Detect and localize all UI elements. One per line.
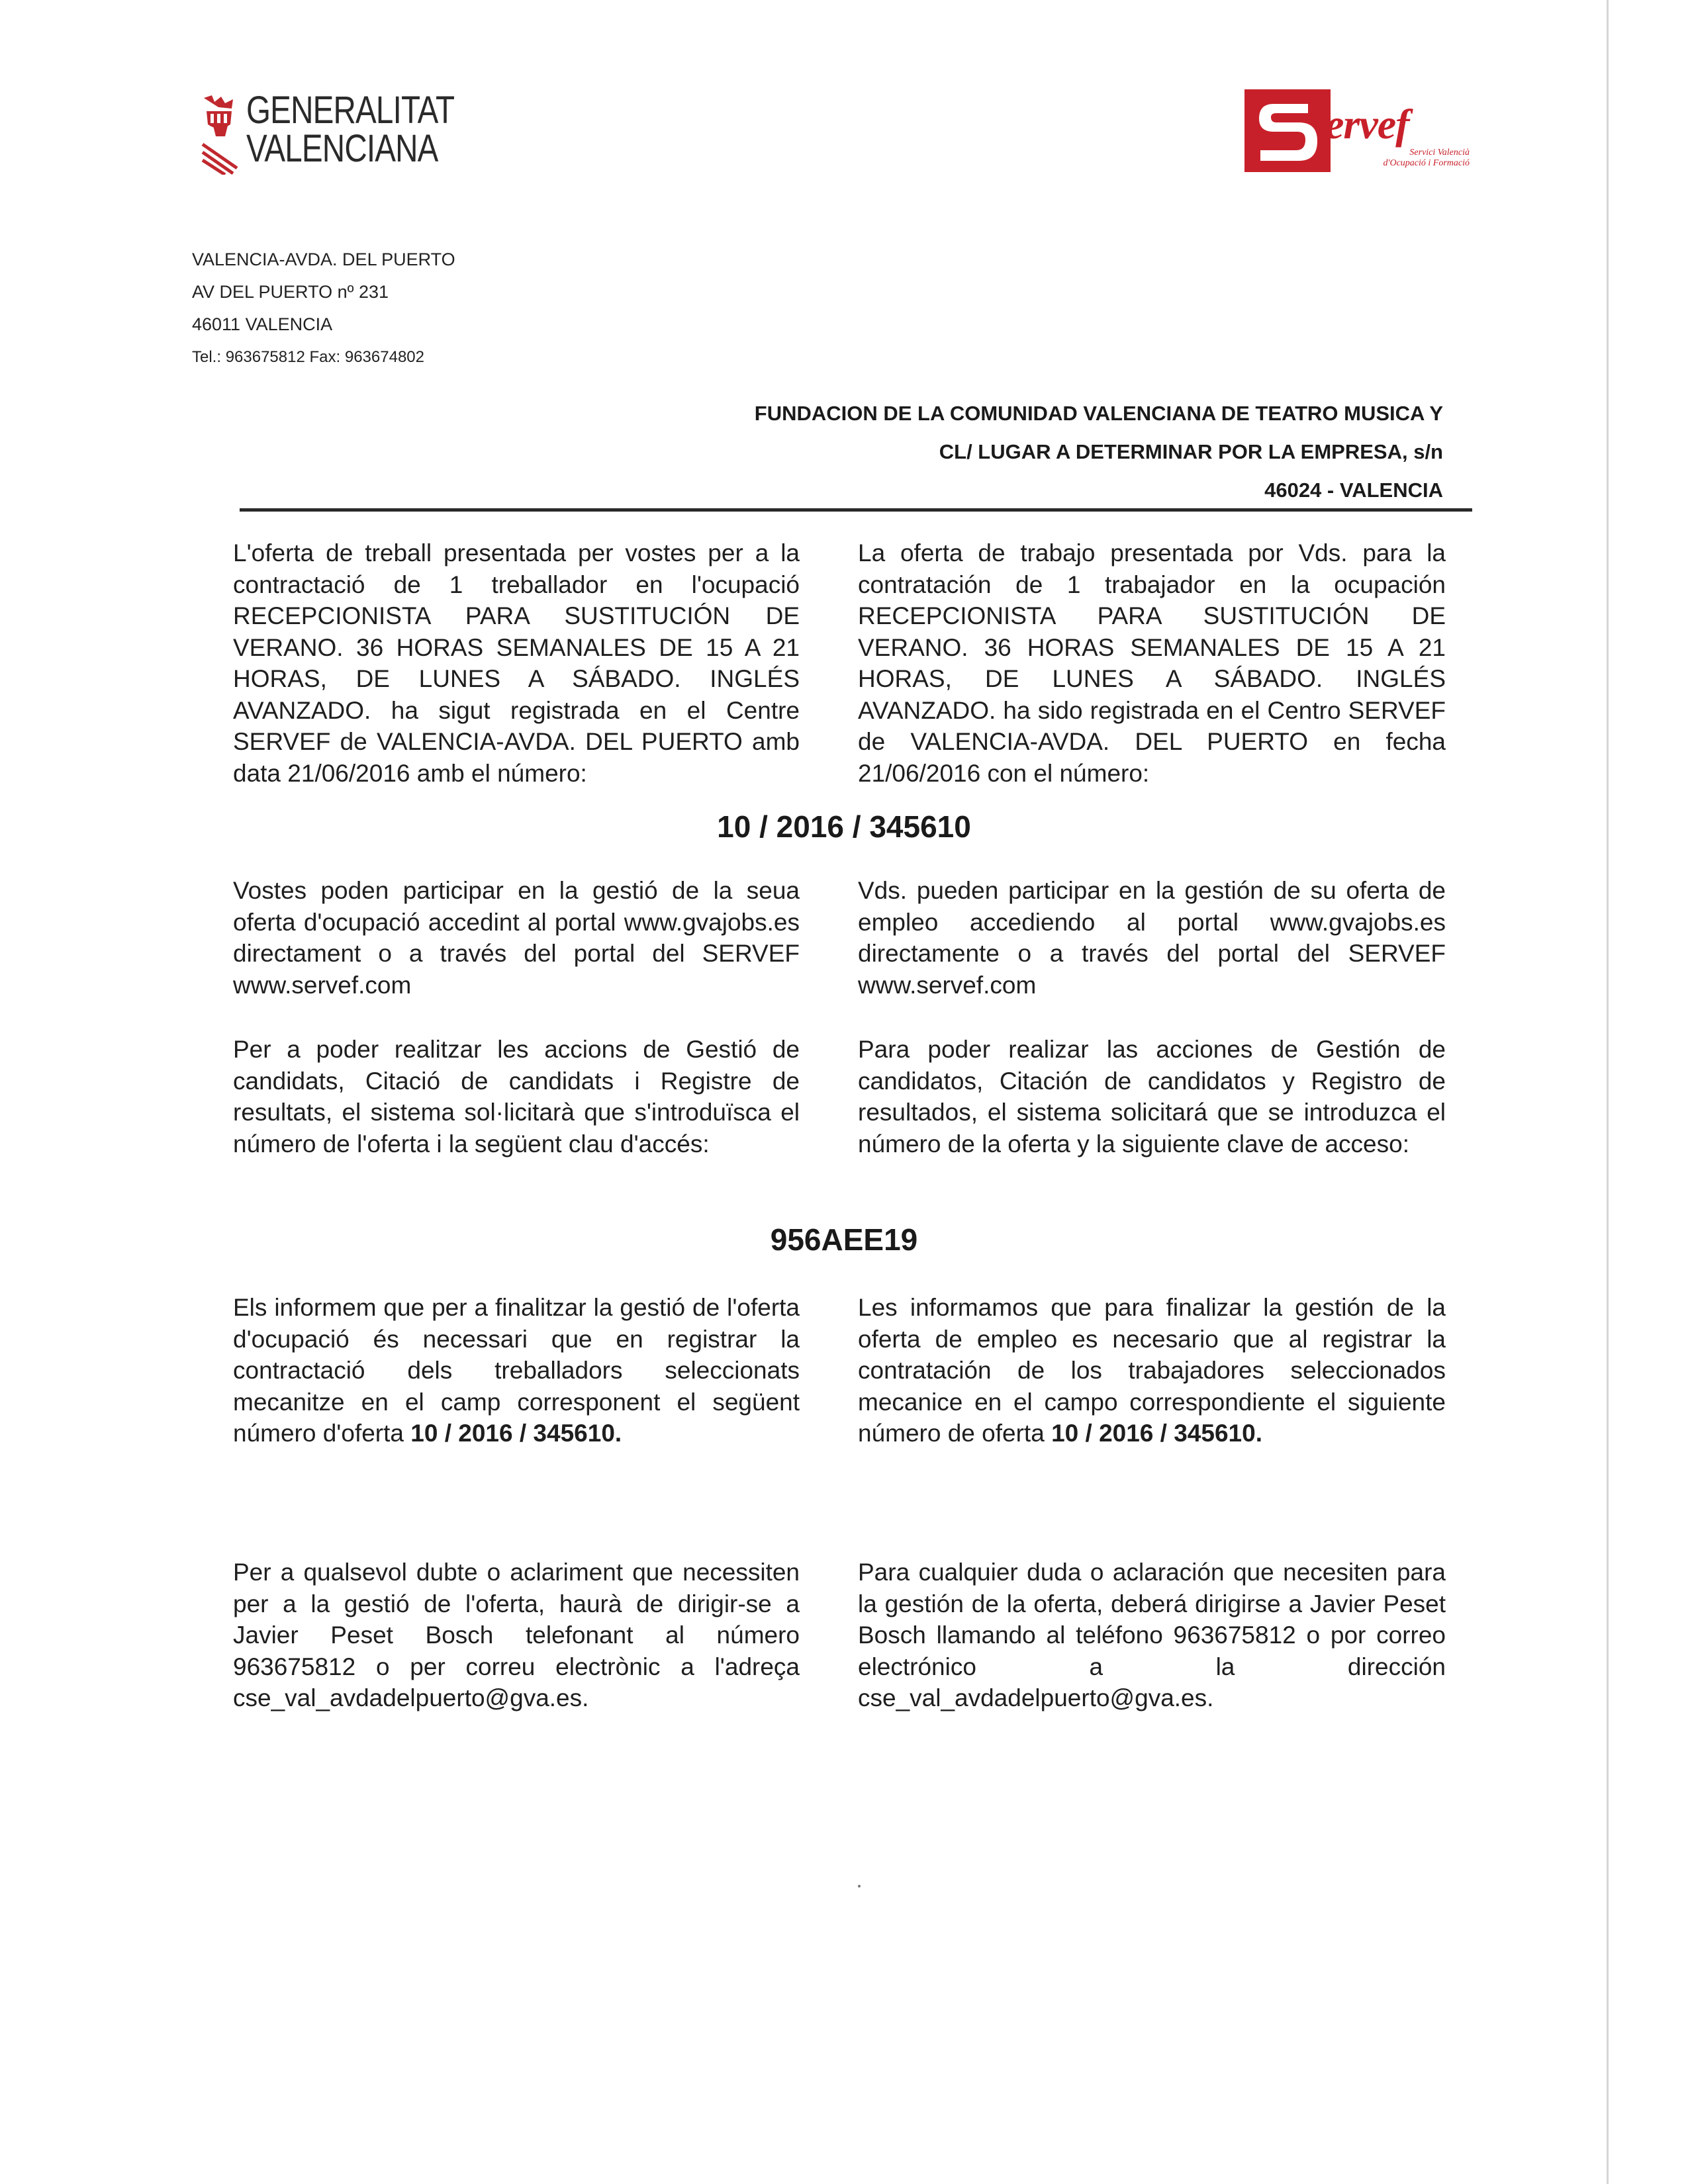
generalitat-logo-text bbox=[246, 91, 454, 168]
paragraph-3-valencian: Per a poder realitzar les accions de Gestió de candidats, Citació de candidats i Registre de resultats, el sistema sol·licitarà que s'introduïsca el número de l'oferta i la següent clau d'accés: bbox=[233, 1036, 800, 1158]
tel-number: 963675812 bbox=[225, 348, 305, 366]
servef-logo-subtitle bbox=[1344, 148, 1470, 169]
servef-logo bbox=[1244, 89, 1483, 175]
office-contact bbox=[192, 341, 455, 373]
servef-logo-word: ervef bbox=[1325, 101, 1409, 148]
generalitat-logo-line1: GENERALITAT bbox=[246, 89, 455, 132]
paragraph-2-spanish: Vds. pueden participar en la gestión de su oferta de empleo accediendo al portal www.gvajobs.es directamente o a través del portal del SERVEF www.servef.com bbox=[858, 877, 1446, 999]
paragraph-4-spanish-text: Les informamos que para finalizar la gestión de la oferta de empleo es necesario que al registrar la contratación de los trabajadores seleccionados mecanice en el campo correspondiente el siguiente número de oferta bbox=[858, 1294, 1446, 1447]
generalitat-emblem-icon bbox=[199, 95, 241, 175]
access-key: 956AEE19 bbox=[770, 1222, 918, 1257]
servef-s-icon bbox=[1244, 89, 1331, 172]
servef-logo-sub2: d'Ocupació i Formació bbox=[1383, 158, 1470, 168]
paragraph-3-spanish: Para poder realizar las acciones de Gestión de candidatos, Citación de candidatos y Registro de resultados, el sistema solicitará que se introduzca el número de la oferta y la siguiente clave de acceso: bbox=[858, 1036, 1446, 1158]
paragraph-1-spanish: La oferta de trabajo presentada por Vds. para la contratación de 1 trabajador en la ocupación RECEPCIONISTA PARA SUSTITUCIÓN DE VERANO. 36 HORAS SEMANALES DE 15 A 21 HORAS, DE LUNES A SÁBADO. INGLÉS AVANZADO. ha sido registrada en el Centro SERVEF de VALENCIA-AVDA. DEL PUERTO en fecha 21/06/2016 con el número: bbox=[858, 539, 1446, 787]
paragraph-1-valencian: L'oferta de treball presentada per vostes per a la contractació de 1 treballador en l'ocupació RECEPCIONISTA PARA SUSTITUCIÓN DE VERANO. 36 HORAS SEMANALES DE 15 A 21 HORAS, DE LUNES A SÁBADO. INGLÉS AVANZADO. ha sigut registrada en el Centre SERVEF de VALENCIA-AVDA. DEL PUERTO amb data 21/06/2016 amb el número: bbox=[233, 539, 800, 787]
paragraph-4-valencian bbox=[233, 1292, 800, 1449]
offer-number: 10 / 2016 / 345610 bbox=[717, 809, 971, 844]
paragraph-4-spanish bbox=[858, 1292, 1446, 1449]
recipient-name: FUNDACION DE LA COMUNIDAD VALENCIANA DE TEATRO MUSICA Y bbox=[754, 402, 1443, 425]
recipient-city: 46024 - VALENCIA bbox=[1264, 478, 1443, 502]
paragraph-5-spanish: Para cualquier duda o aclaración que necesiten para la gestión de la oferta, deberá dirigirse a Javier Peset Bosch llamando al teléfono 963675812 o por correo electrónico a la dirección cse_val_avdadelpuerto@gva.es. bbox=[858, 1559, 1446, 1711]
generalitat-logo bbox=[199, 91, 463, 177]
office-name: VALENCIA-AVDA. DEL PUERTO bbox=[192, 250, 455, 269]
office-address bbox=[192, 244, 455, 373]
paragraph-4-spanish-number: 10 / 2016 / 345610. bbox=[1051, 1420, 1262, 1447]
scan-speck bbox=[858, 1885, 861, 1888]
office-city: 46011 VALENCIA bbox=[192, 314, 333, 334]
paragraph-4-valencian-number: 10 / 2016 / 345610. bbox=[410, 1420, 622, 1447]
generalitat-logo-line2: VALENCIANA bbox=[246, 127, 438, 170]
recipient-street: CL/ LUGAR A DETERMINAR POR LA EMPRESA, s/n bbox=[939, 440, 1443, 463]
fax-number: 963674802 bbox=[344, 348, 424, 366]
paragraph-5-valencian: Per a qualsevol dubte o aclariment que necessiten per a la gestió de l'oferta, haurà de dirigir-se a Javier Peset Bosch telefonant al número 963675812 o per correu electrònic a l'adreça cse_val_avdadelpuerto@gva.es. bbox=[233, 1559, 800, 1711]
servef-logo-sub1: Servici Valencià bbox=[1409, 148, 1470, 158]
paragraph-2-valencian: Vostes poden participar en la gestió de la seua oferta d'ocupació accedint al portal www.gvajobs.es directament o a través del portal del SERVEF www.servef.com bbox=[233, 877, 800, 999]
tel-label: Tel.: bbox=[192, 348, 222, 366]
office-street: AV DEL PUERTO nº 231 bbox=[192, 282, 389, 302]
header-divider bbox=[240, 508, 1472, 512]
page-edge bbox=[1607, 0, 1609, 2184]
fax-label: Fax: bbox=[309, 348, 341, 366]
recipient-address bbox=[755, 394, 1443, 510]
paragraph-4-valencian-text: Els informem que per a finalitzar la gestió de l'oferta d'ocupació és necessari que en registrar la contractació dels treballadors seleccionats mecanitze en el camp corresponent el següent número d'oferta bbox=[233, 1294, 800, 1447]
